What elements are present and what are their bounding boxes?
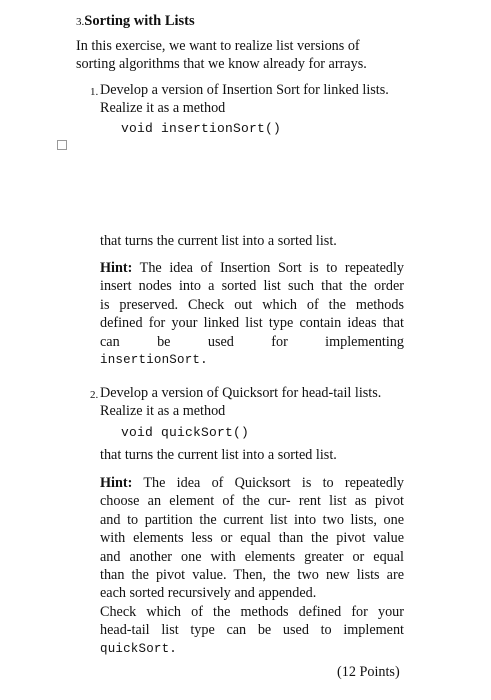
item-1-hint-label: Hint: <box>100 260 133 276</box>
item-2-hint-line-2: choose an element of the cur- rent list as pivot <box>100 493 404 510</box>
item-1-hint-line-2: insert nodes into a sorted list such that the order <box>100 278 404 295</box>
item-1-hint-line-3: is preserved. Check out which of the methods <box>100 296 404 313</box>
item-2-check-line-1: Check which of the methods defined for your <box>100 603 404 620</box>
section-number: 3. <box>76 16 85 28</box>
item-2-hint-line-3: and to partition the current list into two lists, one <box>100 511 404 528</box>
item-1-hint-line-4: defined for your linked list type contain ideas that <box>100 315 404 332</box>
item-1-line-2: Realize it as a method <box>100 100 226 116</box>
item-2-hint-line-1: Hint: The idea of Quicksort is to repeatedly <box>100 475 404 491</box>
item-1-code: void insertionSort() <box>121 121 282 136</box>
item-2-hint-label: Hint: <box>100 475 133 491</box>
section-heading <box>76 12 195 32</box>
item-2-hint-line-7: each sorted recursively and appended. <box>100 585 317 602</box>
item-2-line-1: Develop a version of Quicksort for head-tail lists. <box>100 385 382 401</box>
item-1-number: 1. <box>90 86 99 98</box>
item-2-hint <box>100 474 404 658</box>
points-label: (12 Points) <box>337 664 400 680</box>
item-2-hint-line-4: with elements less or equal than the pivot value <box>100 530 404 547</box>
item-1-hint <box>100 259 404 369</box>
item-2-check-line-2: head-tail list type can be used to implement <box>100 622 404 639</box>
intro-line-1: In this exercise, we want to realize list versions of <box>76 38 360 54</box>
item-1-hint-code: insertionSort. <box>100 352 208 367</box>
item-2-after-code: that turns the current list into a sorted list. <box>100 447 337 463</box>
item-2-hint-line-5: and another one with elements greater or equal <box>100 548 404 565</box>
item-2-number: 2. <box>90 389 99 401</box>
item-1-line-1: Develop a version of Insertion Sort for linked lists. <box>100 82 389 98</box>
item-1-hint-line-1: Hint: The idea of Insertion Sort is to repeatedly <box>100 260 404 276</box>
item-2-code: void quickSort() <box>121 425 250 440</box>
item-2-line-2: Realize it as a method <box>100 403 226 419</box>
item-2-hint-line-6: than the pivot value. Then, the two new lists are <box>100 566 404 583</box>
item-1-after-code: that turns the current list into a sorted list. <box>100 233 337 249</box>
empty-checkbox[interactable] <box>57 140 67 150</box>
section-title: Sorting with Lists <box>84 13 195 29</box>
intro-line-2: sorting algorithms that we know already for arrays. <box>76 56 367 72</box>
item-1-hint-line-5: can be used for implementing <box>100 333 404 350</box>
item-2-check-code: quickSort. <box>100 641 178 656</box>
